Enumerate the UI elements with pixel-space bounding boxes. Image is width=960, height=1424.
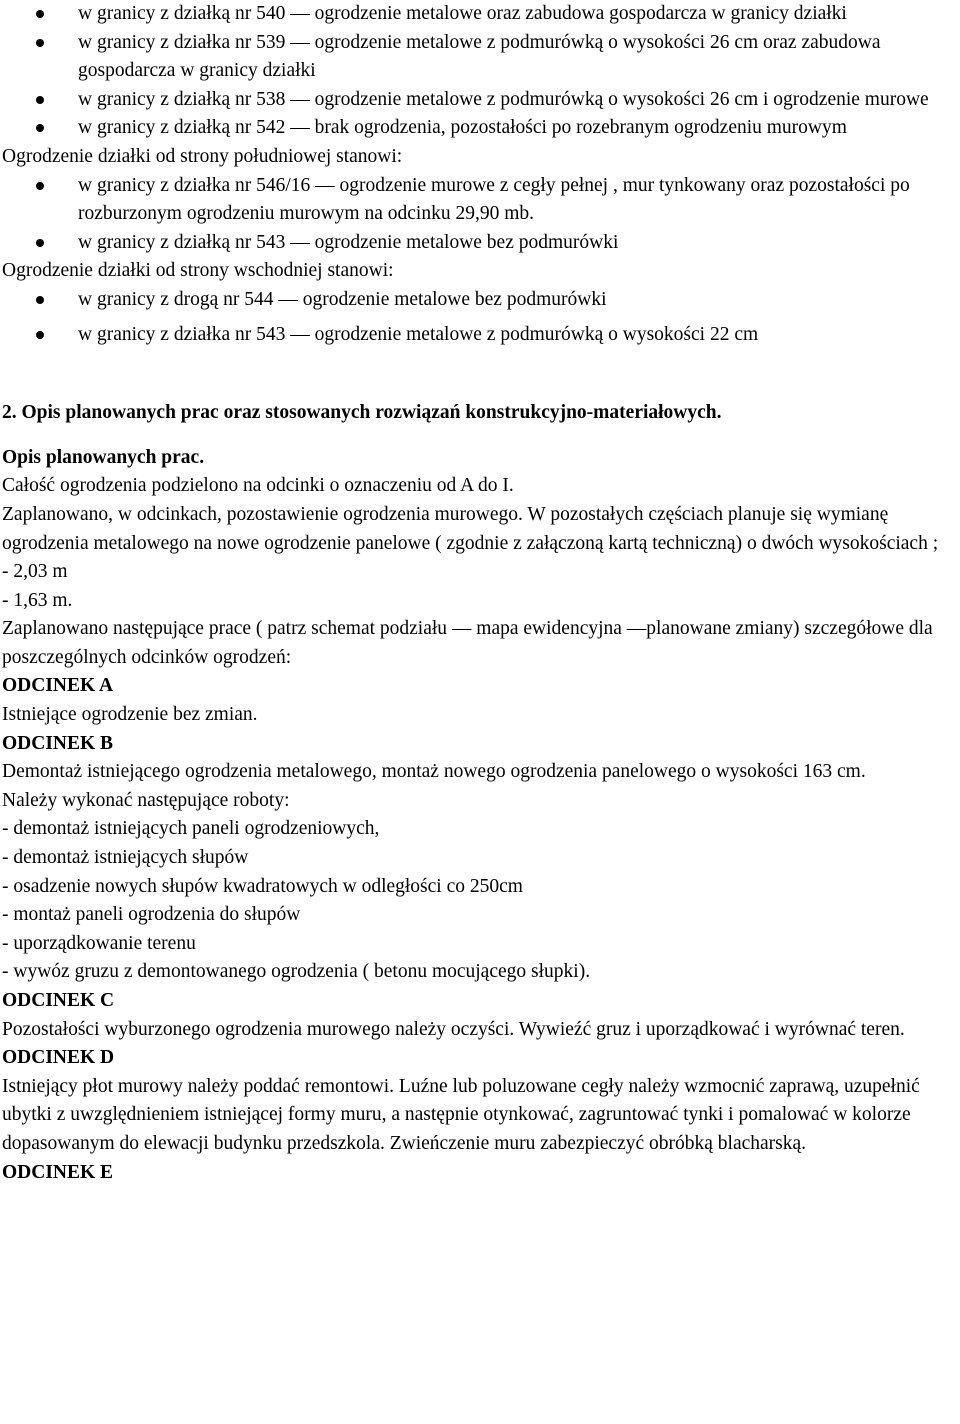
segment-b-works-intro: Należy wykonać następujące roboty: — [2, 789, 290, 811]
section-2-title: 2. Opis planowanych prac oraz stosowanych rozwiązań konstrukcyjno-materiałowych. — [2, 402, 722, 424]
segment-c-text: Pozostałości wyburzonego ogrodzenia murowego należy oczyści. Wywieźć gruz i uporządkować i wyrównać teren. — [2, 1018, 905, 1040]
segment-b-heading: ODCINEK B — [2, 732, 114, 754]
plan-paragraph-3: Zaplanowano następujące prace ( patrz schemat podziału — mapa ewidencyjna —planowane zmiany) szczegółowe dla poszczególnych odcinków ogrodzeń: — [2, 618, 933, 668]
segment-d-text: Istniejący płot murowy należy poddać remontowi. Luźne lub poluzowane cegły należy wzmocnić zaprawą, uzupełnić ubytki z uwzględnieniem istniejącej formy muru, a następnie otynkować, zagruntować tynki i pomalować w kolorze dopasowanym do elewacji budynku przedszkola. Zwieńczenie muru zabezpieczyć obróbką blacharską. — [2, 1075, 920, 1154]
south-heading: Ogrodzenie działki od strony południowej stanowi: — [2, 145, 403, 167]
list-item: w granicy z działka nr 546/16 — ogrodzenie murowe z cegły pełnej , mur tynkowany oraz pozostałości po rozburzonym ogrodzeniu murowym na odcinku 29,90 mb. — [0, 172, 960, 229]
list-item: w granicy z działką nr 538 — ogrodzenie metalowe z podmurówką o wysokości 26 cm i ogrodzenie murowe — [0, 86, 960, 115]
list-item: - wywóz gruzu z demontowanego ogrodzenia ( betonu mocującego słupki). — [2, 961, 591, 983]
segment-d-heading: ODCINEK D — [2, 1047, 115, 1069]
plan-heading: Opis planowanych prac. — [2, 446, 205, 468]
list-item: - osadzenie nowych słupów kwadratowych w odległości co 250cm — [2, 875, 523, 897]
list-item: w granicy z działka nr 543 — ogrodzenie metalowe z podmurówką o wysokości 22 cm — [0, 321, 960, 350]
bullet-list-south — [0, 172, 960, 258]
list-item: - montaż paneli ogrodzenia do słupów — [2, 904, 301, 926]
bullet-list-top — [0, 0, 960, 143]
plan-paragraph-1: Całość ogrodzenia podzielono na odcinki o oznaczeniu od A do I. — [2, 475, 514, 497]
list-item: w granicy z działką nr 543 — ogrodzenie metalowe bez podmurówki — [0, 229, 960, 258]
list-item: w granicy z działka nr 539 — ogrodzenie metalowe z podmurówką o wysokości 26 cm oraz zabudowa gospodarcza w granicy działki — [0, 29, 960, 86]
plan-paragraph-2: Zaplanowano, w odcinkach, pozostawienie ogrodzenia murowego. W pozostałych częściach planuje się wymianę ogrodzenia metalowego na nowe ogrodzenie panelowe ( zgodnie z załączoną kartą techniczną) o dwóch wysokościach ; — [2, 503, 939, 554]
list-item: w granicy z działką nr 540 — ogrodzenie metalowe oraz zabudowa gospodarcza w granicy działki — [0, 0, 960, 29]
list-item: - demontaż istniejących paneli ogrodzeniowych, — [2, 818, 380, 840]
list-item: - uporządkowanie terenu — [2, 932, 196, 954]
segment-a-text: Istniejące ogrodzenie bez zmian. — [2, 704, 258, 726]
height-option-1: - 2,03 m — [2, 561, 68, 583]
east-heading: Ogrodzenie działki od strony wschodniej stanowi: — [2, 260, 394, 282]
list-item: - demontaż istniejących słupów — [2, 847, 249, 869]
list-item: w granicy z drogą nr 544 — ogrodzenie metalowe bez podmurówki — [0, 286, 960, 315]
segment-c-heading: ODCINEK C — [2, 990, 115, 1011]
height-option-2: - 1,63 m. — [2, 589, 73, 611]
bullet-list-east — [0, 286, 960, 349]
segment-b-text: Demontaż istniejącego ogrodzenia metalowego, montaż nowego ogrodzenia panelowego o wysokości 163 cm. — [2, 761, 866, 783]
segment-a-heading: ODCINEK A — [2, 675, 114, 697]
list-item: w granicy z działką nr 542 — brak ogrodzenia, pozostałości po rozebranym ogrodzeniu murowym — [0, 114, 960, 143]
segment-e-heading: ODCINEK E — [2, 1161, 114, 1183]
